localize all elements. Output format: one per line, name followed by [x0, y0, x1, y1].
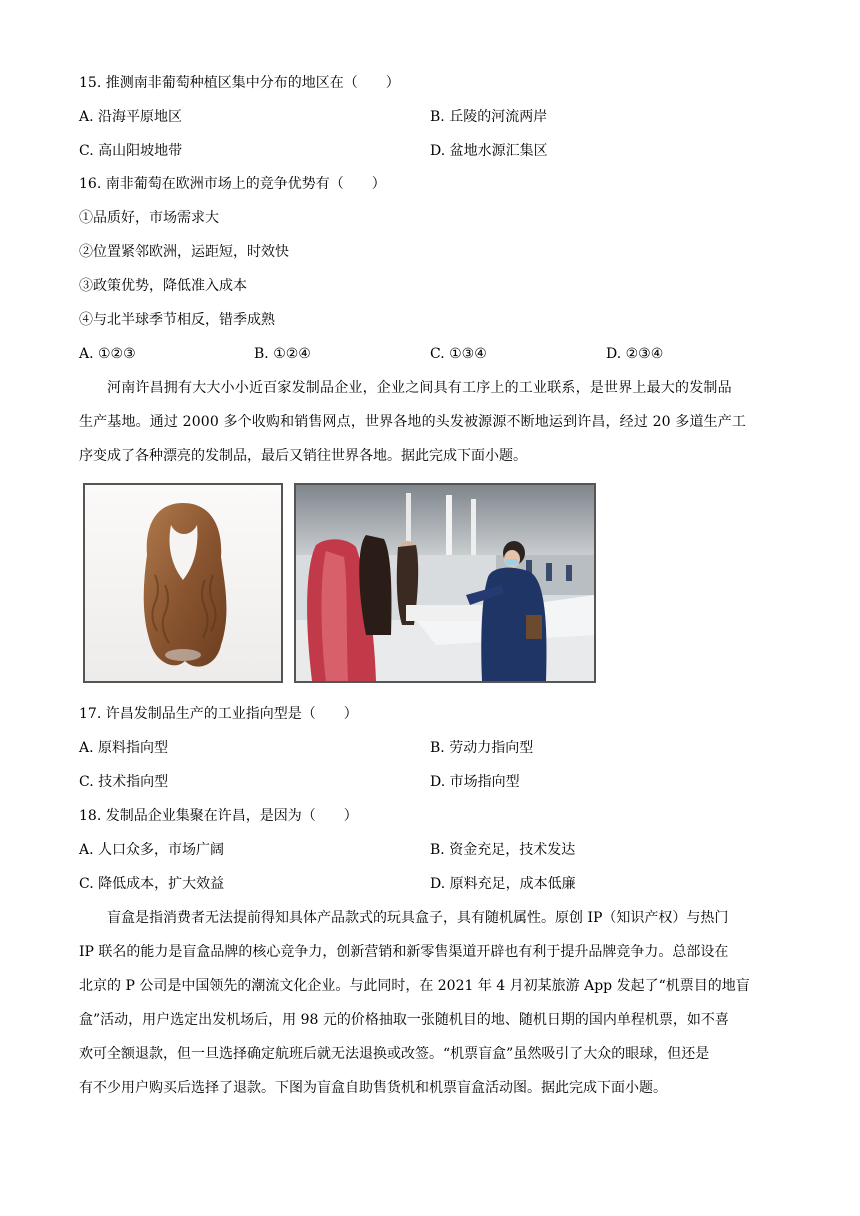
q15-option-d: D. 盆地水源汇集区 — [430, 143, 548, 159]
q17-option-c: C. 技术指向型 — [79, 774, 169, 790]
wig-photo — [83, 483, 283, 683]
passage2-line-1: 盲盒是指消费者无法提前得知具体产品款式的玩具盒子，具有随机属性。原创 IP（知识产权）与热门 — [107, 910, 729, 926]
q16-option-d: D. ②③④ — [606, 346, 664, 362]
q16-option-b: B. ①②④ — [254, 346, 311, 362]
q17-option-a: A. 原料指向型 — [79, 740, 169, 756]
passage1-line-3: 序变成了各种漂亮的发制品，最后又销往世界各地。据此完成下面小题。 — [79, 448, 527, 464]
q17-stem: 17. 许昌发制品生产的工业指向型是（ ） — [79, 706, 358, 722]
q18-option-d: D. 原料充足，成本低廉 — [430, 876, 576, 892]
q15-stem: 15. 推测南非葡萄种植区集中分布的地区在（ ） — [79, 75, 400, 91]
q16-statement-3: ③政策优势，降低准入成本 — [79, 278, 247, 294]
q15-option-a: A. 沿海平原地区 — [79, 109, 183, 125]
q17-option-d: D. 市场指向型 — [430, 774, 520, 790]
q16-option-c: C. ①③④ — [430, 346, 487, 362]
passage2-line-2: IP 联名的能力是盲盒品牌的核心竞争力，创新营销和新零售渠道开辟也有利于提升品牌竞争力。总部设在 — [79, 944, 729, 960]
q16-stem: 16. 南非葡萄在欧洲市场上的竞争优势有（ ） — [79, 176, 386, 192]
q15-option-c: C. 高山阳坡地带 — [79, 143, 183, 159]
passage2-line-3: 北京的 P 公司是中国领先的潮流文化企业。与此同时，在 2021 年 4 月初某旅游 App 发起了“机票目的地盲 — [79, 978, 750, 994]
q15-option-b: B. 丘陵的河流两岸 — [430, 109, 548, 125]
q18-option-c: C. 降低成本，扩大效益 — [79, 876, 225, 892]
q18-option-a: A. 人口众多，市场广阔 — [79, 842, 225, 858]
q16-statement-4: ④与北半球季节相反，错季成熟 — [79, 312, 275, 328]
q16-statement-1: ①品质好，市场需求大 — [79, 210, 219, 226]
passage2-line-5: 欢可全额退款，但一旦选择确定航班后就无法退换或改签。“机票盲盒”虽然吸引了大众的眼球，但还是 — [79, 1046, 710, 1062]
q17-option-b: B. 劳动力指向型 — [430, 740, 534, 756]
q16-option-a: A. ①②③ — [79, 346, 136, 362]
passage2-line-6: 有不少用户购买后选择了退款。下图为盲盒自助售货机和机票盲盒活动图。据此完成下面小题。 — [79, 1080, 667, 1096]
q18-stem: 18. 发制品企业集聚在许昌，是因为（ ） — [79, 808, 358, 824]
passage1-line-1: 河南许昌拥有大大小小近百家发制品企业，企业之间具有工序上的工业联系，是世界上最大的发制品 — [107, 380, 732, 396]
factory-photo — [294, 483, 596, 683]
passage1-line-2: 生产基地。通过 2000 多个收购和销售网点，世界各地的头发被源源不断地运到许昌，经过 20 多道生产工 — [79, 414, 747, 430]
q18-option-b: B. 资金充足，技术发达 — [430, 842, 576, 858]
passage2-line-4: 盒”活动，用户选定出发机场后，用 98 元的价格抽取一张随机目的地、随机日期的国内单程机票，如不喜 — [79, 1012, 729, 1028]
q16-statement-2: ②位置紧邻欧洲，运距短，时效快 — [79, 244, 289, 260]
